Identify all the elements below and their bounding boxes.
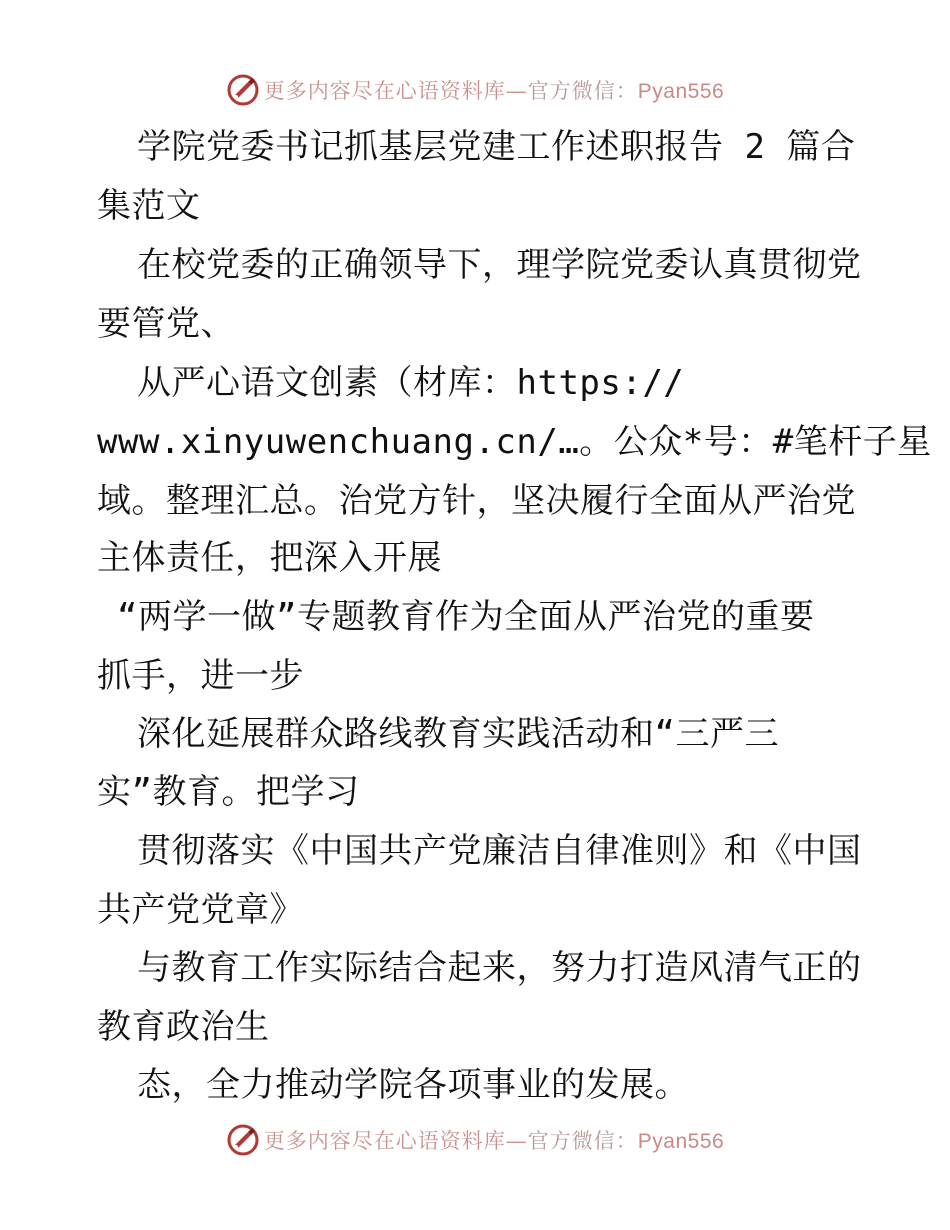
body-line-8: 抓手，进一步 [97, 656, 304, 696]
body-line-10: 实”教育。把学习 [97, 772, 360, 812]
title-line-1: 学院党委书记抓基层党建工作述职报告 2 篇合 [137, 127, 856, 167]
body-line-7: “两学一做”专题教育作为全面从严治党的重要 [117, 597, 815, 637]
body-line-9: 深化延展群众路线教育实践活动和“三严三 [137, 714, 779, 754]
header-wechat-label: 官方微信： [527, 79, 638, 103]
body-line-6: 主体责任，把深入开展 [97, 538, 442, 578]
footer-separator: — [505, 1129, 528, 1153]
header-account: Pyan556 [637, 80, 725, 103]
footer-banner [0, 1118, 950, 1162]
body-line-3: 从严心语文创素（材库：https:// [137, 363, 685, 403]
footer-account: Pyan556 [637, 1130, 725, 1153]
body-line-14: 教育政治生 [97, 1007, 270, 1047]
body-line-15: 态，全力推动学院各项事业的发展。 [137, 1065, 689, 1105]
footer-wechat-label: 官方微信： [527, 1129, 638, 1153]
header-banner [0, 68, 950, 112]
body-line-12: 共产党党章》 [97, 890, 304, 930]
header-brand-text: 更多内容尽在心语资料库 [263, 79, 506, 103]
header-separator: — [505, 79, 528, 103]
brand-logo-icon [226, 73, 260, 107]
body-line-11: 贯彻落实《中国共产党廉洁自律准则》和《中国 [137, 831, 862, 871]
body-line-5: 域。整理汇总。治党方针，坚决履行全面从严治党 [97, 481, 856, 521]
title-line-2: 集范文 [97, 186, 201, 226]
body-line-4: www.xinyuwenchuang.cn/…。公众*号：#笔杆子星 [97, 422, 932, 462]
footer-brand-text: 更多内容尽在心语资料库 [263, 1129, 506, 1153]
brand-logo-icon [226, 1123, 260, 1157]
body-line-2: 要管党、 [97, 304, 235, 344]
body-line-13: 与教育工作实际结合起来，努力打造风清气正的 [137, 948, 862, 988]
body-line-1: 在校党委的正确领导下，理学院党委认真贯彻党 [137, 245, 862, 285]
